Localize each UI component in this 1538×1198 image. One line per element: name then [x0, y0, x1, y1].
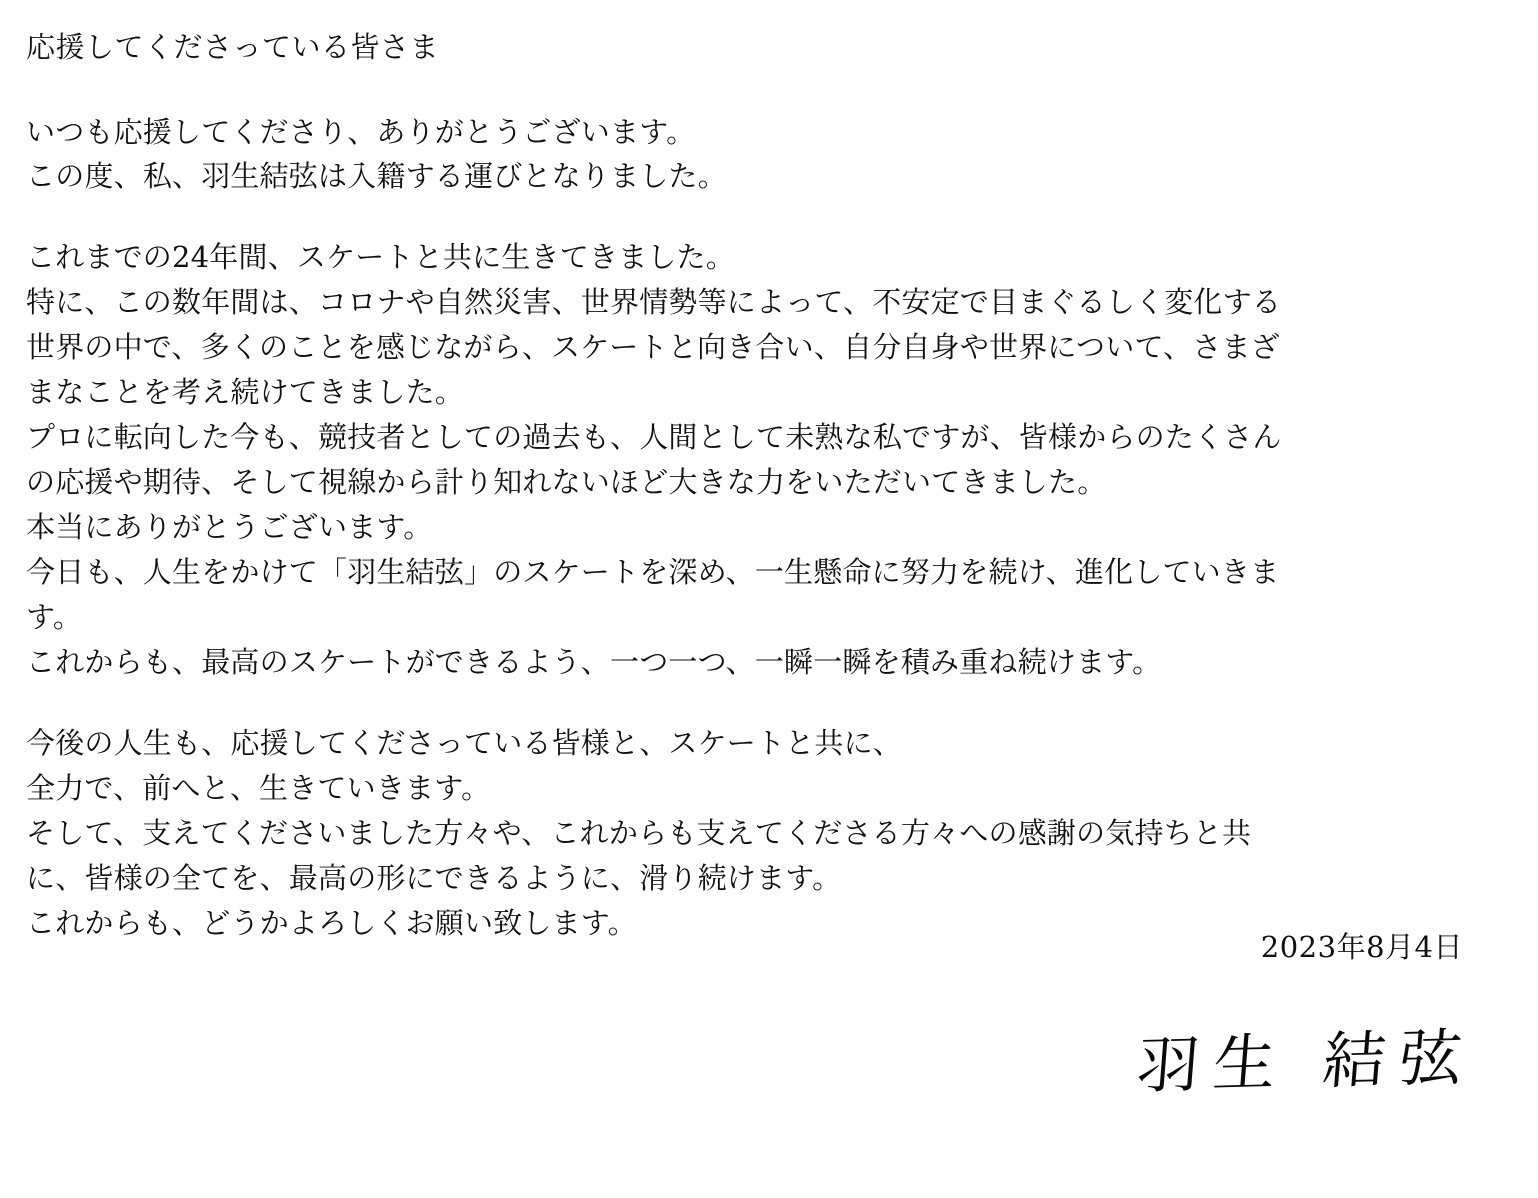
text-line: プロに転向した今も、競技者としての過去も、人間として未熟な私ですが、皆様からのたくさん	[26, 420, 1282, 455]
text-line: 特に、この数年間は、コロナや自然災害、世界情勢等によって、不安定で目まぐるしく変化する	[26, 285, 1282, 320]
text-line: この度、私、羽生結弦は入籍する運びとなりました。	[26, 159, 727, 194]
text-line: そして、支えてくださいました方々や、これからも支えてくださる方々への感謝の気持ちと共	[26, 815, 1252, 850]
spacer	[26, 685, 1478, 721]
text-line: 今日も、人生をかけて「羽生結弦」のスケートを深め、一生懸命に努力を続け、進化していきま	[26, 554, 1280, 589]
text-line: これからも、最高のスケートができるよう、一つ一つ、一瞬一瞬を積み重ね続けます。	[26, 644, 1162, 679]
text-line: す。	[26, 599, 83, 634]
paragraph-body	[26, 235, 1478, 684]
spacer	[26, 70, 1478, 110]
text-line: まなことを考え続けてきました。	[26, 375, 465, 410]
document-date: 2023年8月4日	[1260, 930, 1463, 964]
salutation: 応援してくださっている皆さま	[26, 30, 440, 64]
text-line: これまでの24年間、スケートと共に生きてきました。	[26, 240, 735, 275]
paragraph-closing	[26, 721, 1478, 946]
paragraph-intro	[26, 110, 1478, 200]
text-line: いつも応援してくださり、ありがとうございます。	[26, 114, 696, 149]
text-line: の応援や期待、そして視線から計り知れないほど大きな力をいただいてきました。	[26, 465, 1107, 500]
text-line: 世界の中で、多くのことを感じながら、スケートと向き合い、自分自身や世界について、さまざ	[26, 330, 1280, 365]
text-line: に、皆様の全てを、最高の形にできるように、滑り続けます。	[26, 860, 842, 895]
signature: 羽生 結弦	[1134, 1020, 1479, 1103]
text-line: 全力で、前へと、生きていきます。	[26, 770, 491, 805]
text-line: 今後の人生も、応援してくださっている皆様と、スケートと共に、	[26, 725, 903, 760]
text-line: これからも、どうかよろしくお願い致します。	[26, 905, 637, 940]
text-line: 本当にありがとうございます。	[26, 510, 433, 544]
spacer	[26, 199, 1478, 235]
